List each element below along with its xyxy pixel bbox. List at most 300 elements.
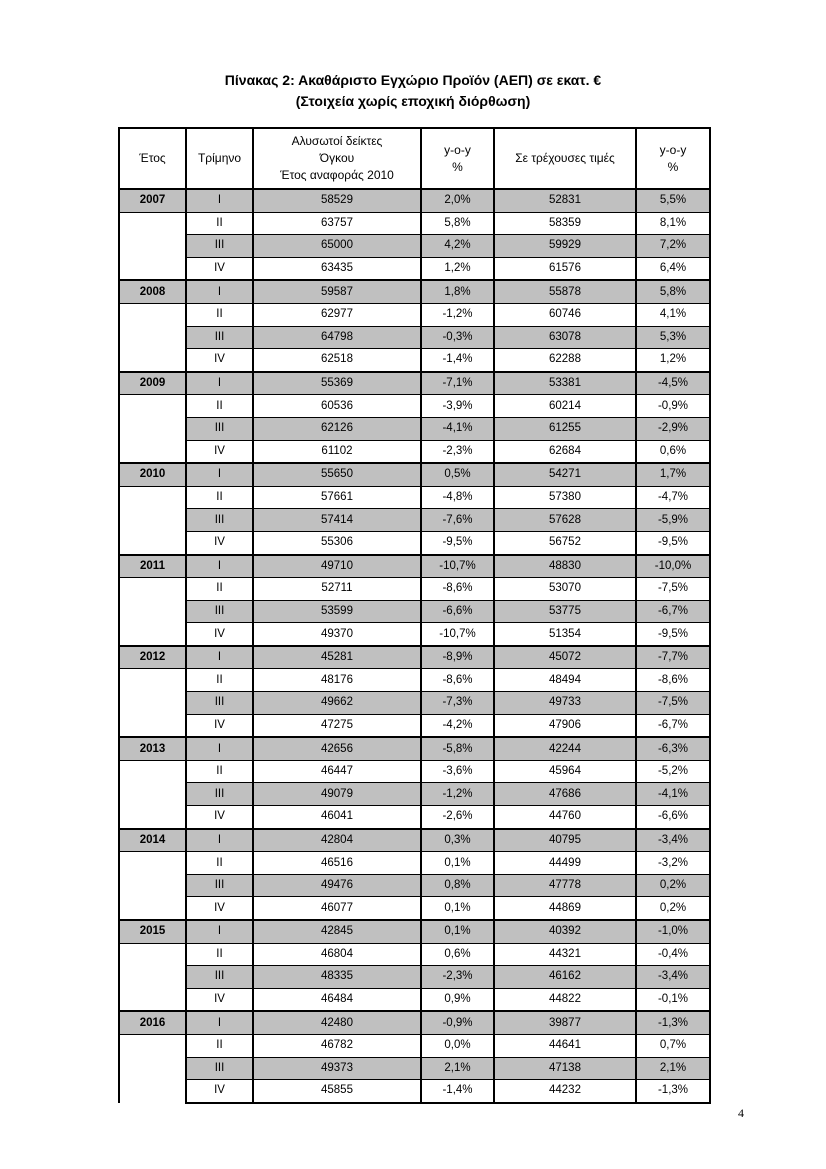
yoy-current-cell: -5,2%: [636, 760, 710, 783]
year-cell: [119, 440, 186, 463]
chain-volume-cell: 59587: [253, 280, 421, 303]
chain-volume-cell: 46041: [253, 806, 421, 829]
chain-volume-cell: 46782: [253, 1034, 421, 1057]
table-row: [119, 1080, 710, 1103]
chain-volume-cell: 55369: [253, 372, 421, 395]
year-cell: 2011: [119, 555, 186, 578]
current-prices-cell: 49733: [494, 692, 636, 715]
year-cell: [119, 578, 186, 601]
chain-volume-cell: 55650: [253, 463, 421, 486]
yoy-volume-cell: 0,9%: [421, 988, 494, 1011]
year-cell: [119, 692, 186, 715]
current-prices-cell: 53381: [494, 372, 636, 395]
yoy-current-cell: -9,5%: [636, 623, 710, 646]
yoy-current-cell: 6,4%: [636, 257, 710, 280]
table-row: [119, 1034, 710, 1057]
header-year: Έτος: [119, 128, 186, 189]
yoy-current-cell: 5,3%: [636, 326, 710, 349]
yoy-volume-cell: 2,1%: [421, 1057, 494, 1080]
yoy-current-cell: 5,8%: [636, 280, 710, 303]
current-prices-cell: 57628: [494, 509, 636, 532]
table-row: [119, 555, 710, 578]
quarter-cell: III: [186, 235, 253, 258]
year-cell: [119, 303, 186, 326]
current-prices-cell: 63078: [494, 326, 636, 349]
yoy-volume-cell: -1,2%: [421, 783, 494, 806]
yoy-current-cell: -7,5%: [636, 692, 710, 715]
header-quarter: Τρίμηνο: [186, 128, 253, 189]
yoy-current-cell: -0,1%: [636, 988, 710, 1011]
year-cell: [119, 509, 186, 532]
table-row: [119, 257, 710, 280]
current-prices-cell: 45964: [494, 760, 636, 783]
table-row: [119, 189, 710, 212]
year-cell: [119, 714, 186, 737]
yoy-current-cell: -6,7%: [636, 600, 710, 623]
quarter-cell: III: [186, 874, 253, 897]
table-row: [119, 326, 710, 349]
table-row: [119, 737, 710, 760]
year-cell: 2010: [119, 463, 186, 486]
table-row: [119, 280, 710, 303]
chain-volume-cell: 46077: [253, 897, 421, 920]
chain-volume-cell: 63435: [253, 257, 421, 280]
yoy-volume-cell: -4,8%: [421, 486, 494, 509]
current-prices-cell: 61255: [494, 417, 636, 440]
chain-volume-cell: 46516: [253, 852, 421, 875]
yoy-current-cell: -7,5%: [636, 578, 710, 601]
quarter-cell: III: [186, 509, 253, 532]
yoy-volume-cell: 1,8%: [421, 280, 494, 303]
yoy-current-cell: -4,5%: [636, 372, 710, 395]
current-prices-cell: 44641: [494, 1034, 636, 1057]
current-prices-cell: 42244: [494, 737, 636, 760]
table-row: [119, 1011, 710, 1034]
header-chain-line1: Αλυσωτοί δείκτες: [291, 134, 383, 148]
yoy-volume-cell: 0,6%: [421, 943, 494, 966]
current-prices-cell: 60214: [494, 395, 636, 418]
current-prices-cell: 53775: [494, 600, 636, 623]
table-row: [119, 943, 710, 966]
yoy-current-cell: 5,5%: [636, 189, 710, 212]
yoy-current-cell: -1,0%: [636, 920, 710, 943]
chain-volume-cell: 42804: [253, 829, 421, 852]
yoy-volume-cell: 0,5%: [421, 463, 494, 486]
current-prices-cell: 44321: [494, 943, 636, 966]
chain-volume-cell: 49370: [253, 623, 421, 646]
yoy-volume-cell: 2,0%: [421, 189, 494, 212]
year-cell: [119, 623, 186, 646]
yoy-current-cell: 8,1%: [636, 212, 710, 235]
table-row: [119, 714, 710, 737]
yoy-volume-cell: 5,8%: [421, 212, 494, 235]
yoy-volume-cell: -5,8%: [421, 737, 494, 760]
chain-volume-cell: 57414: [253, 509, 421, 532]
year-cell: [119, 669, 186, 692]
chain-volume-cell: 48176: [253, 669, 421, 692]
year-cell: [119, 417, 186, 440]
yoy-volume-cell: -0,3%: [421, 326, 494, 349]
yoy-current-cell: -2,9%: [636, 417, 710, 440]
quarter-cell: II: [186, 486, 253, 509]
table-row: [119, 212, 710, 235]
year-cell: 2014: [119, 829, 186, 852]
chain-volume-cell: 62126: [253, 417, 421, 440]
yoy-volume-cell: 0,1%: [421, 920, 494, 943]
yoy-current-cell: -3,4%: [636, 966, 710, 989]
yoy-current-cell: -6,7%: [636, 714, 710, 737]
quarter-cell: II: [186, 303, 253, 326]
chain-volume-cell: 55306: [253, 531, 421, 554]
quarter-cell: III: [186, 600, 253, 623]
table-row: [119, 486, 710, 509]
quarter-cell: I: [186, 646, 253, 669]
current-prices-cell: 44760: [494, 806, 636, 829]
quarter-cell: I: [186, 555, 253, 578]
quarter-cell: II: [186, 669, 253, 692]
yoy-current-cell: -1,3%: [636, 1011, 710, 1034]
chain-volume-cell: 42845: [253, 920, 421, 943]
header-chain-volume: [253, 128, 421, 189]
table-title-line2: (Στοιχεία χωρίς εποχική διόρθωση): [295, 93, 531, 109]
year-cell: [119, 326, 186, 349]
yoy-current-cell: -3,2%: [636, 852, 710, 875]
table-row: [119, 783, 710, 806]
header-yoy1-line1: y-o-y: [444, 142, 471, 157]
year-cell: 2009: [119, 372, 186, 395]
yoy-current-cell: 1,2%: [636, 349, 710, 372]
current-prices-cell: 62288: [494, 349, 636, 372]
chain-volume-cell: 49373: [253, 1057, 421, 1080]
yoy-volume-cell: 0,3%: [421, 829, 494, 852]
year-cell: 2016: [119, 1011, 186, 1034]
current-prices-cell: 53070: [494, 578, 636, 601]
current-prices-cell: 44822: [494, 988, 636, 1011]
current-prices-cell: 56752: [494, 531, 636, 554]
quarter-cell: III: [186, 1057, 253, 1080]
quarter-cell: IV: [186, 897, 253, 920]
table-row: [119, 806, 710, 829]
yoy-current-cell: 0,2%: [636, 897, 710, 920]
yoy-volume-cell: -3,9%: [421, 395, 494, 418]
year-cell: [119, 395, 186, 418]
quarter-cell: I: [186, 189, 253, 212]
year-cell: [119, 235, 186, 258]
current-prices-cell: 55878: [494, 280, 636, 303]
chain-volume-cell: 47275: [253, 714, 421, 737]
chain-volume-cell: 61102: [253, 440, 421, 463]
table-row: [119, 372, 710, 395]
quarter-cell: II: [186, 852, 253, 875]
table-row: [119, 692, 710, 715]
yoy-volume-cell: 4,2%: [421, 235, 494, 258]
year-cell: [119, 852, 186, 875]
table-row: [119, 920, 710, 943]
current-prices-cell: 54271: [494, 463, 636, 486]
yoy-volume-cell: -8,6%: [421, 578, 494, 601]
yoy-volume-cell: -2,3%: [421, 966, 494, 989]
current-prices-cell: 47138: [494, 1057, 636, 1080]
yoy-current-cell: -6,6%: [636, 806, 710, 829]
chain-volume-cell: 42656: [253, 737, 421, 760]
quarter-cell: II: [186, 212, 253, 235]
yoy-volume-cell: -0,9%: [421, 1011, 494, 1034]
year-cell: [119, 943, 186, 966]
year-cell: [119, 257, 186, 280]
yoy-volume-cell: 1,2%: [421, 257, 494, 280]
quarter-cell: IV: [186, 349, 253, 372]
chain-volume-cell: 46447: [253, 760, 421, 783]
year-cell: 2013: [119, 737, 186, 760]
current-prices-cell: 47778: [494, 874, 636, 897]
header-yoy1-line2: %: [452, 159, 463, 174]
gdp-table: [118, 127, 711, 1104]
year-cell: [119, 1034, 186, 1057]
yoy-volume-cell: -6,6%: [421, 600, 494, 623]
header-chain-line3: Έτος αναφοράς 2010: [280, 168, 394, 182]
yoy-current-cell: -1,3%: [636, 1080, 710, 1103]
yoy-current-cell: -0,4%: [636, 943, 710, 966]
yoy-volume-cell: -7,1%: [421, 372, 494, 395]
quarter-cell: I: [186, 920, 253, 943]
yoy-current-cell: -4,7%: [636, 486, 710, 509]
header-yoy2-line1: y-o-y: [659, 142, 687, 157]
current-prices-cell: 59929: [494, 235, 636, 258]
chain-volume-cell: 57661: [253, 486, 421, 509]
table-row: [119, 760, 710, 783]
yoy-current-cell: -3,4%: [636, 829, 710, 852]
yoy-current-cell: 7,2%: [636, 235, 710, 258]
yoy-volume-cell: -7,6%: [421, 509, 494, 532]
current-prices-cell: 61576: [494, 257, 636, 280]
yoy-current-cell: -10,0%: [636, 555, 710, 578]
chain-volume-cell: 49662: [253, 692, 421, 715]
quarter-cell: IV: [186, 531, 253, 554]
yoy-current-cell: -9,5%: [636, 531, 710, 554]
year-cell: [119, 600, 186, 623]
table-row: [119, 646, 710, 669]
table-row: [119, 303, 710, 326]
yoy-current-cell: 2,1%: [636, 1057, 710, 1080]
header-yoy-volume: [421, 128, 494, 189]
yoy-volume-cell: -1,2%: [421, 303, 494, 326]
year-cell: 2012: [119, 646, 186, 669]
yoy-volume-cell: -7,3%: [421, 692, 494, 715]
yoy-volume-cell: -3,6%: [421, 760, 494, 783]
current-prices-cell: 48494: [494, 669, 636, 692]
page-number: 4: [738, 1106, 744, 1120]
yoy-volume-cell: 0,8%: [421, 874, 494, 897]
quarter-cell: III: [186, 966, 253, 989]
yoy-volume-cell: -2,3%: [421, 440, 494, 463]
table-row: [119, 852, 710, 875]
yoy-current-cell: -4,1%: [636, 783, 710, 806]
table-row: [119, 600, 710, 623]
yoy-current-cell: 4,1%: [636, 303, 710, 326]
table-title: [0, 70, 826, 112]
yoy-current-cell: -0,9%: [636, 395, 710, 418]
table-row: [119, 897, 710, 920]
header-current-prices: Σε τρέχουσες τιμές: [494, 128, 636, 189]
yoy-current-cell: 0,7%: [636, 1034, 710, 1057]
year-cell: 2007: [119, 189, 186, 212]
quarter-cell: III: [186, 417, 253, 440]
yoy-volume-cell: -10,7%: [421, 623, 494, 646]
quarter-cell: I: [186, 737, 253, 760]
quarter-cell: II: [186, 943, 253, 966]
yoy-volume-cell: -8,6%: [421, 669, 494, 692]
header-yoy2-line2: %: [667, 159, 679, 174]
quarter-cell: IV: [186, 714, 253, 737]
year-cell: [119, 966, 186, 989]
table-row: [119, 531, 710, 554]
current-prices-cell: 44232: [494, 1080, 636, 1103]
table-row: [119, 440, 710, 463]
table-row: [119, 395, 710, 418]
chain-volume-cell: 60536: [253, 395, 421, 418]
quarter-cell: II: [186, 1034, 253, 1057]
table-row: [119, 578, 710, 601]
table-row: [119, 349, 710, 372]
yoy-volume-cell: 0,1%: [421, 897, 494, 920]
chain-volume-cell: 62518: [253, 349, 421, 372]
yoy-volume-cell: -1,4%: [421, 1080, 494, 1103]
quarter-cell: IV: [186, 988, 253, 1011]
quarter-cell: I: [186, 1011, 253, 1034]
quarter-cell: III: [186, 783, 253, 806]
yoy-current-cell: 1,7%: [636, 463, 710, 486]
quarter-cell: II: [186, 395, 253, 418]
year-cell: [119, 897, 186, 920]
table-row: [119, 874, 710, 897]
year-cell: [119, 988, 186, 1011]
year-cell: [119, 1057, 186, 1080]
chain-volume-cell: 58529: [253, 189, 421, 212]
chain-volume-cell: 46484: [253, 988, 421, 1011]
quarter-cell: I: [186, 829, 253, 852]
current-prices-cell: 39877: [494, 1011, 636, 1034]
yoy-current-cell: -8,6%: [636, 669, 710, 692]
table-row: [119, 829, 710, 852]
yoy-volume-cell: -8,9%: [421, 646, 494, 669]
table-row: [119, 235, 710, 258]
current-prices-cell: 44499: [494, 852, 636, 875]
current-prices-cell: 48830: [494, 555, 636, 578]
table-row: [119, 417, 710, 440]
year-cell: [119, 349, 186, 372]
year-cell: [119, 760, 186, 783]
current-prices-cell: 45072: [494, 646, 636, 669]
table-row: [119, 669, 710, 692]
chain-volume-cell: 48335: [253, 966, 421, 989]
yoy-current-cell: -7,7%: [636, 646, 710, 669]
chain-volume-cell: 42480: [253, 1011, 421, 1034]
current-prices-cell: 51354: [494, 623, 636, 646]
quarter-cell: II: [186, 760, 253, 783]
yoy-volume-cell: -2,6%: [421, 806, 494, 829]
chain-volume-cell: 62977: [253, 303, 421, 326]
yoy-current-cell: -5,9%: [636, 509, 710, 532]
current-prices-cell: 58359: [494, 212, 636, 235]
current-prices-cell: 44869: [494, 897, 636, 920]
current-prices-cell: 62684: [494, 440, 636, 463]
current-prices-cell: 52831: [494, 189, 636, 212]
yoy-volume-cell: 0,1%: [421, 852, 494, 875]
year-cell: [119, 531, 186, 554]
quarter-cell: IV: [186, 623, 253, 646]
yoy-volume-cell: -10,7%: [421, 555, 494, 578]
year-cell: 2008: [119, 280, 186, 303]
quarter-cell: IV: [186, 257, 253, 280]
current-prices-cell: 47906: [494, 714, 636, 737]
quarter-cell: I: [186, 463, 253, 486]
chain-volume-cell: 49079: [253, 783, 421, 806]
current-prices-cell: 40795: [494, 829, 636, 852]
chain-volume-cell: 49710: [253, 555, 421, 578]
table-row: [119, 966, 710, 989]
current-prices-cell: 46162: [494, 966, 636, 989]
quarter-cell: I: [186, 280, 253, 303]
quarter-cell: III: [186, 692, 253, 715]
header-chain-line2: Όγκου: [319, 151, 355, 165]
current-prices-cell: 60746: [494, 303, 636, 326]
current-prices-cell: 47686: [494, 783, 636, 806]
yoy-volume-cell: -4,2%: [421, 714, 494, 737]
table-row: [119, 463, 710, 486]
table-row: [119, 988, 710, 1011]
yoy-current-cell: 0,2%: [636, 874, 710, 897]
current-prices-cell: 40392: [494, 920, 636, 943]
table-title-line1: Πίνακας 2: Ακαθάριστο Εγχώριο Προϊόν (ΑΕΠ) σε εκατ. €: [224, 72, 602, 88]
header-yoy-current: [636, 128, 710, 189]
yoy-current-cell: 0,6%: [636, 440, 710, 463]
yoy-volume-cell: 0,0%: [421, 1034, 494, 1057]
chain-volume-cell: 52711: [253, 578, 421, 601]
current-prices-cell: 57380: [494, 486, 636, 509]
gdp-table-body: [119, 189, 710, 1103]
yoy-current-cell: -6,3%: [636, 737, 710, 760]
chain-volume-cell: 63757: [253, 212, 421, 235]
year-cell: [119, 1080, 186, 1103]
year-cell: [119, 783, 186, 806]
year-cell: [119, 806, 186, 829]
quarter-cell: IV: [186, 440, 253, 463]
chain-volume-cell: 49476: [253, 874, 421, 897]
quarter-cell: IV: [186, 806, 253, 829]
yoy-volume-cell: -4,1%: [421, 417, 494, 440]
yoy-volume-cell: -1,4%: [421, 349, 494, 372]
chain-volume-cell: 64798: [253, 326, 421, 349]
chain-volume-cell: 45855: [253, 1080, 421, 1103]
table-row: [119, 1057, 710, 1080]
year-cell: [119, 874, 186, 897]
quarter-cell: II: [186, 578, 253, 601]
yoy-volume-cell: -9,5%: [421, 531, 494, 554]
chain-volume-cell: 65000: [253, 235, 421, 258]
header-row: [119, 128, 710, 189]
year-cell: [119, 486, 186, 509]
chain-volume-cell: 46804: [253, 943, 421, 966]
year-cell: [119, 212, 186, 235]
table-row: [119, 509, 710, 532]
chain-volume-cell: 53599: [253, 600, 421, 623]
table-row: [119, 623, 710, 646]
year-cell: 2015: [119, 920, 186, 943]
chain-volume-cell: 45281: [253, 646, 421, 669]
quarter-cell: III: [186, 326, 253, 349]
quarter-cell: I: [186, 372, 253, 395]
quarter-cell: IV: [186, 1080, 253, 1103]
